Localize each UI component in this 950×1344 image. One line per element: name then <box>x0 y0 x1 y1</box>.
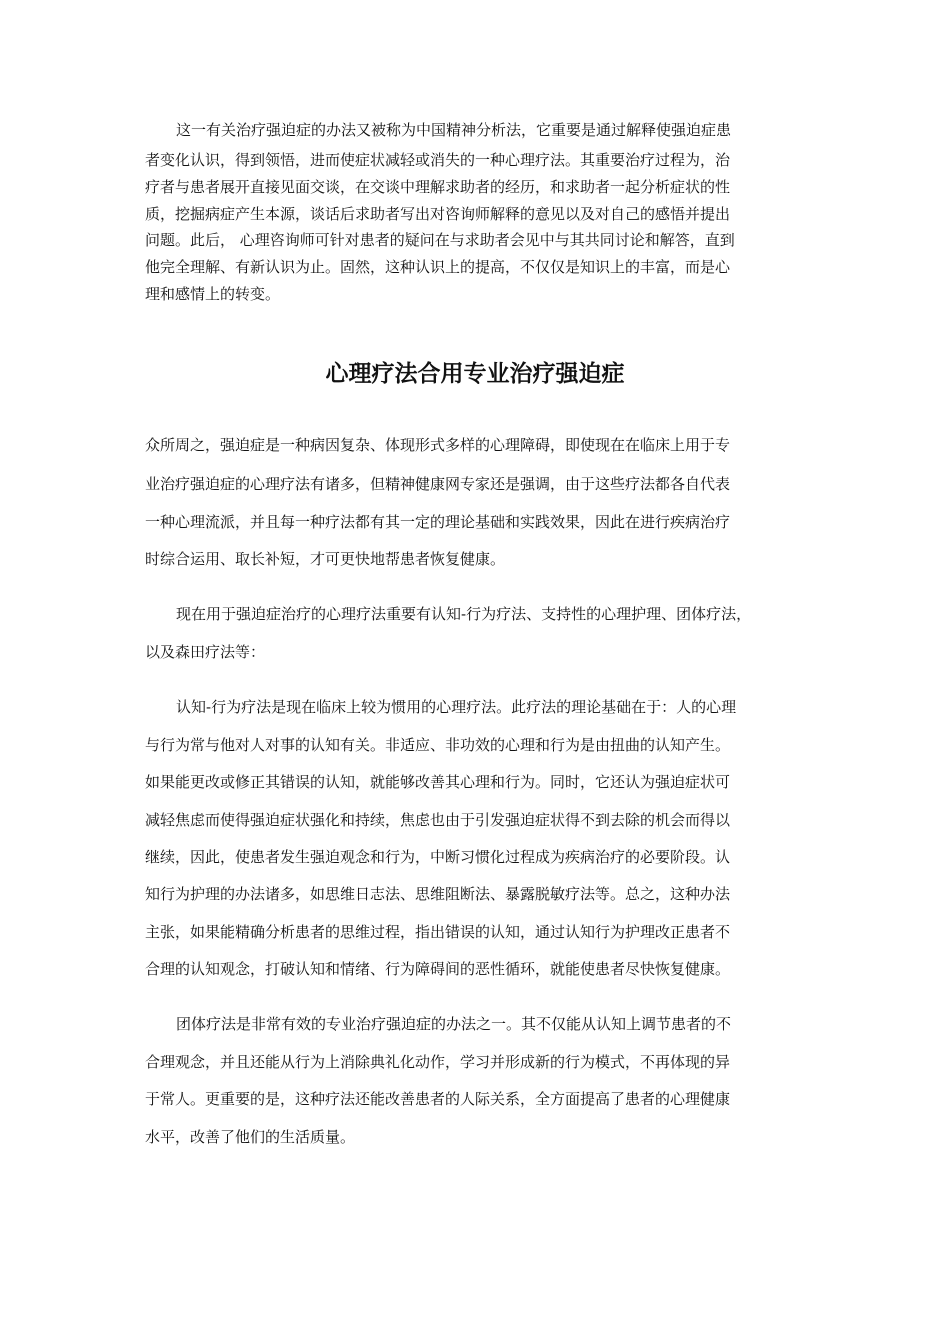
paragraph-line: 现在用于强迫症治疗的心理疗法重要有认知-行为疗法、支持性的心理护理、团体疗法， <box>176 605 752 623</box>
paragraph-line: 质，挖掘病症产生本源，谈话后求助者写出对咨询师解释的意见以及对自己的感悟并提出 <box>145 205 731 223</box>
paragraph-line: 他完全理解、有新认识为止。固然，这种认识上的提高，不仅仅是知识上的丰富，而是心 <box>145 258 731 276</box>
paragraph-line: 理和感情上的转变。 <box>145 285 281 303</box>
paragraph-line: 问题。此后， 心理咨询师可针对患者的疑问在与求助者会见中与其共同讨论和解答，直到 <box>145 231 735 249</box>
paragraph-line: 合理的认知观念，打破认知和情绪、行为障碍间的恶性循环，就能使患者尽快恢复健康。 <box>145 960 731 978</box>
paragraph-line: 如果能更改或修正其错误的认知，就能够改善其心理和行为。同时，它还认为强迫症状可 <box>145 773 731 791</box>
paragraph-line: 疗者与患者展开直接见面交谈，在交谈中理解求助者的经历，和求助者一起分析症状的性 <box>145 178 731 196</box>
section-title: 心理疗法合用专业治疗强迫症 <box>325 361 625 387</box>
paragraph-line: 时综合运用、取长补短，才可更快地帮患者恢复健康。 <box>145 550 506 568</box>
paragraph-line: 者变化认识，得到领悟，进而使症状减轻或消失的一种心理疗法。其重要治疗过程为，治 <box>145 151 731 169</box>
paragraph-line: 合理观念，并且还能从行为上消除典礼化动作，学习并形成新的行为模式，不再体现的异 <box>145 1053 731 1071</box>
paragraph-line: 认知-行为疗法是现在临床上较为惯用的心理疗法。此疗法的理论基础在于：人的心理 <box>176 698 737 716</box>
paragraph-line: 于常人。更重要的是，这种疗法还能改善患者的人际关系，全方面提高了患者的心理健康 <box>145 1090 731 1108</box>
paragraph-line: 减轻焦虑而使得强迫症状强化和持续，焦虑也由于引发强迫症状得不到去除的机会而得以 <box>145 811 731 829</box>
paragraph-line: 继续，因此，使患者发生强迫观念和行为，中断习惯化过程成为疾病治疗的必要阶段。认 <box>145 848 731 866</box>
paragraph-line: 这一有关治疗强迫症的办法又被称为中国精神分析法，它重要是通过解释使强迫症患 <box>176 121 732 139</box>
paragraph-line: 水平，改善了他们的生活质量。 <box>145 1128 356 1146</box>
paragraph-line: 知行为护理的办法诸多，如思维日志法、思维阻断法、暴露脱敏疗法等。总之，这种办法 <box>145 885 731 903</box>
paragraph-line: 与行为常与他对人对事的认知有关。非适应、非功效的心理和行为是由扭曲的认知产生。 <box>145 736 731 754</box>
paragraph-line: 团体疗法是非常有效的专业治疗强迫症的办法之一。其不仅能从认知上调节患者的不 <box>176 1015 732 1033</box>
paragraph-line: 业治疗强迫症的心理疗法有诸多，但精神健康网专家还是强调，由于这些疗法都各自代表 <box>145 475 731 493</box>
paragraph-line: 众所周之，强迫症是一种病因复杂、体现形式多样的心理障碍，即使现在在临床上用于专 <box>145 436 731 454</box>
paragraph-line: 主张，如果能精确分析患者的思维过程，指出错误的认知，通过认知行为护理改正患者不 <box>145 923 731 941</box>
paragraph-line: 一种心理流派，并且每一种疗法都有其一定的理论基础和实践效果，因此在进行疾病治疗 <box>145 513 731 531</box>
paragraph-line: 以及森田疗法等： <box>145 643 266 661</box>
